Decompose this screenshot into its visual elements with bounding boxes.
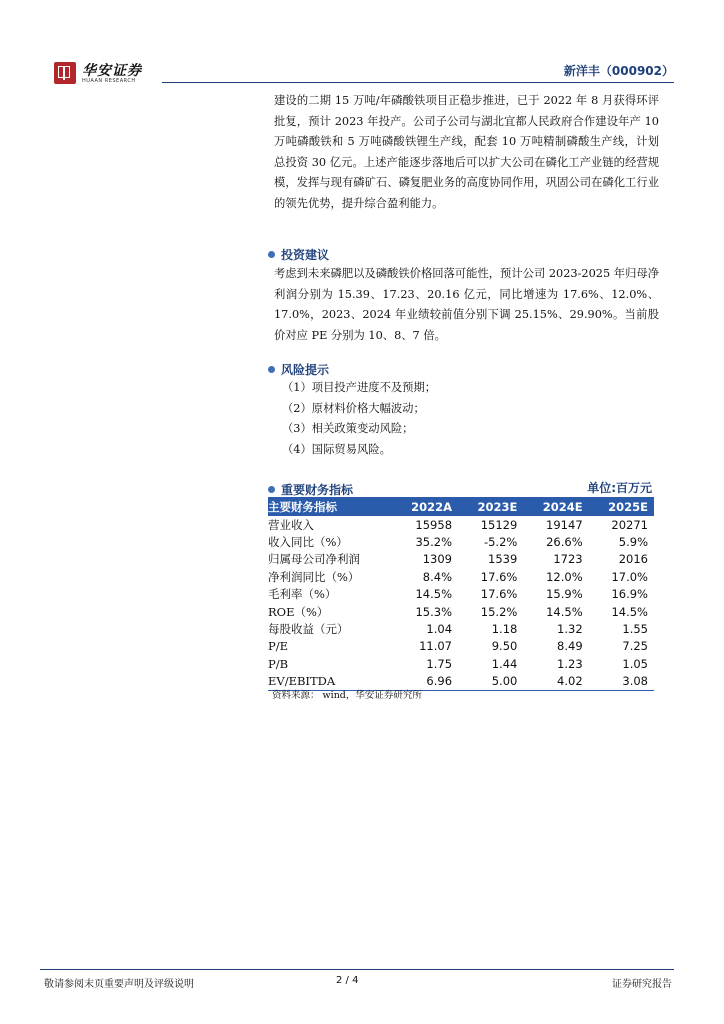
row-label: 每股收益（元） — [268, 622, 349, 637]
huaan-seal-logo-icon — [54, 62, 76, 84]
risk-item: （3）相关政策变动风险； — [282, 422, 414, 435]
page-header — [50, 58, 674, 88]
footer-report-type: 证券研究报告 — [612, 979, 672, 990]
bullet-icon — [268, 366, 275, 373]
column-header: 2024E — [523, 497, 588, 516]
row-label: ROE（%） — [268, 604, 329, 619]
footer-divider — [40, 969, 674, 970]
table-header-row — [268, 497, 654, 516]
table-cell: 8.4% — [422, 569, 453, 584]
table-cell: 15958 — [415, 517, 453, 532]
financial-table — [268, 497, 654, 691]
bullet-icon — [268, 486, 275, 493]
column-header: 2025E — [589, 497, 654, 516]
financial-table-unit: 单位:百万元 — [587, 481, 652, 495]
risk-list — [282, 378, 436, 460]
table-cell: 6.96 — [391, 673, 458, 691]
table-cell: 11.07 — [419, 639, 453, 654]
bullet-icon — [268, 251, 275, 258]
table-source-note: 资料来源： wind，华安证券研究所 — [272, 690, 422, 701]
table-row — [268, 620, 654, 637]
table-cell: 12.0% — [546, 569, 583, 584]
table-cell: 19147 — [546, 517, 583, 532]
table-cell: 1.23 — [557, 656, 583, 671]
table-cell: 14.5% — [415, 587, 453, 602]
table-cell: 1539 — [488, 552, 518, 567]
table-row — [268, 603, 654, 620]
logo-chinese-name: 华安证券 — [82, 63, 142, 79]
risk-item: （4）国际贸易风险。 — [282, 442, 391, 456]
financial-table-title: 重要财务指标 — [268, 481, 353, 498]
table-cell: 1.04 — [426, 622, 453, 637]
table-row — [268, 551, 654, 568]
row-label: P/B — [268, 656, 289, 671]
table-cell: 1723 — [553, 552, 583, 567]
table-cell: 15.2% — [480, 604, 518, 619]
table-cell: 16.9% — [611, 587, 648, 602]
table-cell: 1.75 — [426, 656, 453, 671]
table-row — [268, 533, 654, 550]
footer-disclaimer: 敬请参阅末页重要声明及评级说明 — [44, 979, 194, 990]
table-cell: 1.18 — [491, 622, 518, 637]
row-label: 净利润同比（%） — [268, 569, 360, 584]
table-cell: 15129 — [480, 517, 518, 532]
table-cell: 17.6% — [480, 587, 518, 602]
risk-heading: 风险提示 — [268, 361, 329, 378]
table-cell: 3.08 — [589, 673, 654, 691]
investment-heading: 投资建议 — [268, 246, 329, 263]
table-cell: 5.00 — [458, 673, 523, 691]
table-cell: 20271 — [611, 517, 648, 532]
row-label: P/E — [268, 639, 289, 654]
table-cell: 14.5% — [546, 604, 583, 619]
table-cell: 17.6% — [480, 569, 518, 584]
table-cell: 1.55 — [622, 622, 648, 637]
table-cell: 1309 — [422, 552, 453, 567]
row-label: EV/EBITDA — [268, 673, 391, 691]
table-cell: 1.05 — [622, 656, 648, 671]
table-cell: 8.49 — [557, 639, 583, 654]
table-cell: 15.9% — [546, 587, 583, 602]
row-label: 毛利率（%） — [268, 587, 337, 602]
report-company-title: 新洋丰（000902） — [563, 64, 674, 78]
column-header: 2023E — [458, 497, 523, 516]
table-cell: 26.6% — [546, 535, 583, 550]
table-cell: 9.50 — [491, 639, 518, 654]
row-label: 归属母公司净利润 — [268, 552, 360, 567]
table-cell: 7.25 — [622, 639, 648, 654]
risk-item: （1）项目投产进度不及预期； — [282, 381, 437, 394]
table-cell: 1.32 — [557, 622, 583, 637]
table-cell: 14.5% — [611, 604, 648, 619]
table-cell: 2016 — [618, 552, 648, 567]
table-cell: -5.2% — [483, 535, 518, 550]
table-cell: 4.02 — [523, 673, 588, 691]
table-row — [268, 586, 654, 603]
row-label: 营业收入 — [268, 517, 314, 532]
risk-item: （2）原材料价格大幅波动； — [282, 401, 425, 415]
investment-paragraph: 考虑到未来磷肥以及磷酸铁价格回落可能性，预计公司 2023-2025 年归母净利润分别为 15.39、17.23、20.16 亿元，同比增速为 17.6%、12.0%、17.0%，2023、2024 年业绩较前值分别下调 25.15%、29.90%。当前股价对应 PE 分别为 10、8、7 倍。 — [274, 267, 659, 342]
table-cell: 5.9% — [618, 535, 648, 550]
financial-table-header — [268, 478, 654, 496]
table-row — [268, 655, 654, 672]
row-label: 收入同比（%） — [268, 535, 348, 550]
column-header: 主要财务指标 — [268, 497, 391, 516]
header-divider — [162, 82, 674, 83]
table-row — [268, 568, 654, 585]
logo-english-name: HUAAN RESEARCH — [82, 78, 136, 84]
table-cell: 35.2% — [415, 535, 453, 550]
table-cell: 15.3% — [415, 604, 453, 619]
page-number: 2 / 4 — [336, 975, 359, 986]
table-row — [268, 638, 654, 655]
table-row — [268, 516, 654, 533]
column-header: 2022A — [391, 497, 458, 516]
table-cell: 17.0% — [611, 569, 648, 584]
intro-paragraph: 建设的二期 15 万吨/年磷酸铁项目正稳步推进，已于 2022 年 8 月获得环评批复，预计 2023 年投产。公司子公司与湖北宜都人民政府合作建设年产 10 万吨磷酸铁和 5 万吨磷酸铁锂生产线，配套 10 万吨精制磷酸生产线，计划总投资 30 亿元。上述产能逐步落地后可以扩大公司在磷化工产业链的经营规模，发挥与现有磷矿石、磷复肥业务的高度协同作用，巩固公司在磷化工行业的领先优势，提升综合盈利能力。 — [274, 94, 659, 210]
table-cell: 1.44 — [491, 656, 518, 671]
